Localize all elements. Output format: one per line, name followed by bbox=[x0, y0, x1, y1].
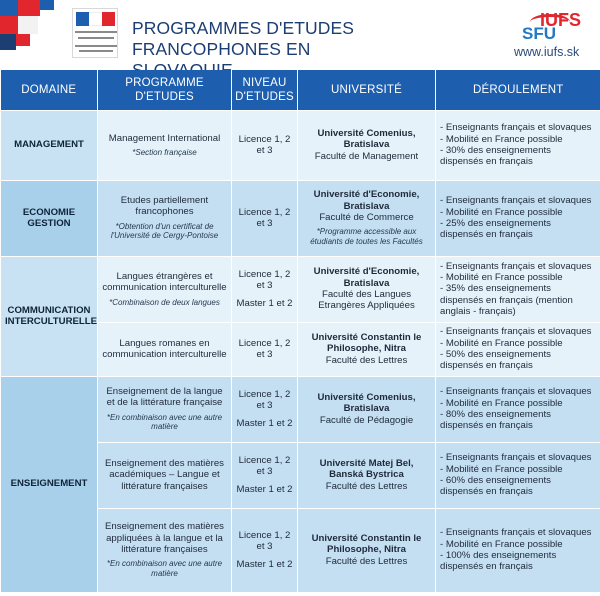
programme-cell bbox=[98, 256, 232, 322]
programme-cell bbox=[98, 508, 232, 592]
table-row bbox=[1, 376, 600, 442]
universite-name: Université Matej Bel, Banská Bystrica bbox=[319, 458, 414, 481]
universite-faculty: Faculté des Lettres bbox=[325, 480, 408, 492]
universite-name: Université Constantin le Philosophe, Nitra bbox=[311, 332, 422, 355]
table-row bbox=[1, 110, 600, 180]
niveau-cell bbox=[232, 110, 298, 180]
programme-cell bbox=[98, 322, 232, 376]
website-link[interactable]: www.iufs.sk bbox=[514, 45, 580, 59]
niveau-cell bbox=[232, 508, 298, 592]
column-header-programme: PROGRAMME D'ETUDES bbox=[98, 70, 232, 110]
universite-cell bbox=[298, 256, 436, 322]
programme-name: Enseignement des matières académiques – Langue et littérature françaises bbox=[105, 458, 224, 492]
column-header-deroulement: DÉROULEMENT bbox=[436, 70, 600, 110]
niveau-cell bbox=[232, 256, 298, 322]
niveau-value: Licence 1, 2 et 3 bbox=[238, 133, 291, 156]
universite-faculty: Faculté des Lettres bbox=[325, 555, 408, 567]
deroulement-cell bbox=[436, 256, 600, 322]
deroulement-item: - 30% des enseignements dispensés en français bbox=[440, 145, 551, 168]
page-title-line-2: FRANCOPHONES EN bbox=[132, 39, 311, 59]
deroulement-item: - Mobilité en France possible bbox=[440, 397, 563, 409]
column-header-universite: UNIVERSITÉ bbox=[298, 70, 436, 110]
universite-faculty: Faculté des Langues Etrangères Appliquées bbox=[318, 289, 415, 312]
universite-name: Université d'Economie, Bratislava bbox=[313, 189, 420, 212]
universite-cell bbox=[298, 322, 436, 376]
universite-cell bbox=[298, 508, 436, 592]
niveau-value: Licence 1, 2 et 3 bbox=[238, 269, 291, 292]
programme-cell bbox=[98, 180, 232, 256]
niveau-value: Licence 1, 2 et 3 bbox=[238, 206, 291, 229]
niveau-cell bbox=[232, 442, 298, 508]
sfu-logo-text: SFU bbox=[522, 24, 556, 43]
niveau-value: Licence 1, 2 et 3 bbox=[238, 389, 291, 412]
deroulement-item: - 100% des enseignements dispensés en français bbox=[440, 550, 557, 573]
programme-note: *En combinaison avec une autre matière bbox=[106, 559, 223, 578]
niveau-value: Master 1 et 2 bbox=[236, 483, 293, 495]
deroulement-cell bbox=[436, 508, 600, 592]
universite-cell bbox=[298, 376, 436, 442]
deroulement-item: - Mobilité en France possible bbox=[440, 272, 563, 284]
deroulement-item: - 80% des enseignements dispensés en français bbox=[440, 409, 551, 432]
universite-faculty: Faculté de Commerce bbox=[319, 212, 414, 224]
programme-note: *En combinaison avec une autre matière bbox=[106, 412, 223, 432]
programme-note: *Combinaison de deux langues bbox=[109, 297, 220, 307]
french-embassy-logo bbox=[72, 8, 118, 58]
programme-cell bbox=[98, 442, 232, 508]
deroulement-item: - Enseignants français et slovaques bbox=[440, 195, 592, 207]
universite-faculty: Faculté de Pédagogie bbox=[319, 414, 414, 426]
domain-cell: MANAGEMENT bbox=[1, 110, 98, 180]
deroulement-item: - Enseignants français et slovaques bbox=[440, 260, 592, 272]
niveau-cell bbox=[232, 376, 298, 442]
deroulement-item: - Enseignants français et slovaques bbox=[440, 326, 592, 338]
column-header-domaine: DOMAINE bbox=[1, 70, 98, 110]
flag-decoration bbox=[0, 0, 60, 62]
universite-name: Université d'Economie, Bratislava bbox=[313, 266, 420, 289]
universite-name: Université Comenius, Bratislava bbox=[317, 392, 416, 415]
deroulement-cell bbox=[436, 110, 600, 180]
programme-name: Etudes partiellement francophones bbox=[120, 195, 209, 218]
deroulement-item: - Enseignants français et slovaques bbox=[440, 122, 592, 134]
niveau-cell bbox=[232, 180, 298, 256]
universite-faculty: Faculté des Lettres bbox=[325, 354, 408, 366]
programme-name: Enseignement de la langue et de la littérature française bbox=[106, 386, 223, 409]
programme-note: *Obtention d'un certificat de l'Université de Cergy-Pontoise bbox=[110, 221, 219, 241]
deroulement-item: - Enseignants français et slovaques bbox=[440, 452, 592, 464]
deroulement-cell bbox=[436, 322, 600, 376]
deroulement-item: - Enseignants français et slovaques bbox=[440, 386, 592, 398]
niveau-cell bbox=[232, 322, 298, 376]
deroulement-item: - 50% des enseignements dispensés en français bbox=[440, 349, 551, 372]
universite-note: *Programme accessible aux étudiants de toutes les Facultés bbox=[310, 227, 423, 246]
table-row bbox=[1, 180, 600, 256]
deroulement-cell bbox=[436, 442, 600, 508]
domain-cell: ENSEIGNEMENT bbox=[1, 376, 98, 592]
niveau-value: Licence 1, 2 et 3 bbox=[238, 455, 291, 478]
deroulement-item: - 35% des enseignements dispensés en français (mention anglais - français) bbox=[440, 283, 573, 317]
universite-cell bbox=[298, 110, 436, 180]
programme-name: Langues étrangères et communication interculturelle bbox=[102, 270, 227, 294]
niveau-value: Licence 1, 2 et 3 bbox=[238, 530, 291, 553]
programme-cell bbox=[98, 376, 232, 442]
programme-cell bbox=[98, 110, 232, 180]
deroulement-item: - Enseignants français et slovaques bbox=[440, 527, 592, 539]
universite-name: Université Comenius, Bratislava bbox=[317, 128, 416, 151]
niveau-value: Master 1 et 2 bbox=[236, 297, 293, 309]
universite-name: Université Constantin le Philosophe, Nitra bbox=[311, 533, 422, 556]
table-row bbox=[1, 256, 600, 322]
universite-cell bbox=[298, 180, 436, 256]
page-title-line-1: PROGRAMMES D'ETUDES bbox=[132, 18, 355, 38]
domain-cell: ECONOMIE GESTION bbox=[1, 180, 98, 256]
programme-name: Management International bbox=[108, 132, 221, 144]
deroulement-cell bbox=[436, 376, 600, 442]
niveau-value: Master 1 et 2 bbox=[236, 558, 293, 570]
deroulement-item: - Mobilité en France possible bbox=[440, 337, 563, 349]
programmes-table bbox=[0, 70, 600, 593]
deroulement-item: - 60% des enseignements dispensés en français bbox=[440, 475, 551, 498]
programme-name: Enseignement des matières appliquées à la langue et la littérature françaises bbox=[105, 521, 224, 556]
column-header-niveau: NIVEAU D'ETUDES bbox=[232, 70, 298, 110]
deroulement-item: - 25% des enseignements dispensés en français bbox=[440, 218, 551, 241]
iufs-logo bbox=[500, 4, 596, 64]
page-header bbox=[0, 0, 600, 70]
deroulement-cell bbox=[436, 180, 600, 256]
niveau-value: Master 1 et 2 bbox=[236, 417, 293, 429]
programme-name: Langues romanes en communication interculturelle bbox=[102, 337, 227, 360]
deroulement-item: - Mobilité en France possible bbox=[440, 133, 563, 145]
table-header-row bbox=[1, 70, 600, 110]
universite-cell bbox=[298, 442, 436, 508]
deroulement-item: - Mobilité en France possible bbox=[440, 206, 563, 218]
programme-note: *Section française bbox=[132, 147, 197, 157]
domain-cell: COMMUNICATION INTERCULTURELLE bbox=[1, 256, 98, 376]
universite-faculty: Faculté de Management bbox=[314, 150, 419, 162]
deroulement-item: - Mobilité en France possible bbox=[440, 538, 563, 550]
niveau-value: Licence 1, 2 et 3 bbox=[238, 337, 291, 360]
iufs-logo-text: IUFS bbox=[540, 10, 582, 30]
deroulement-item: - Mobilité en France possible bbox=[440, 463, 563, 475]
